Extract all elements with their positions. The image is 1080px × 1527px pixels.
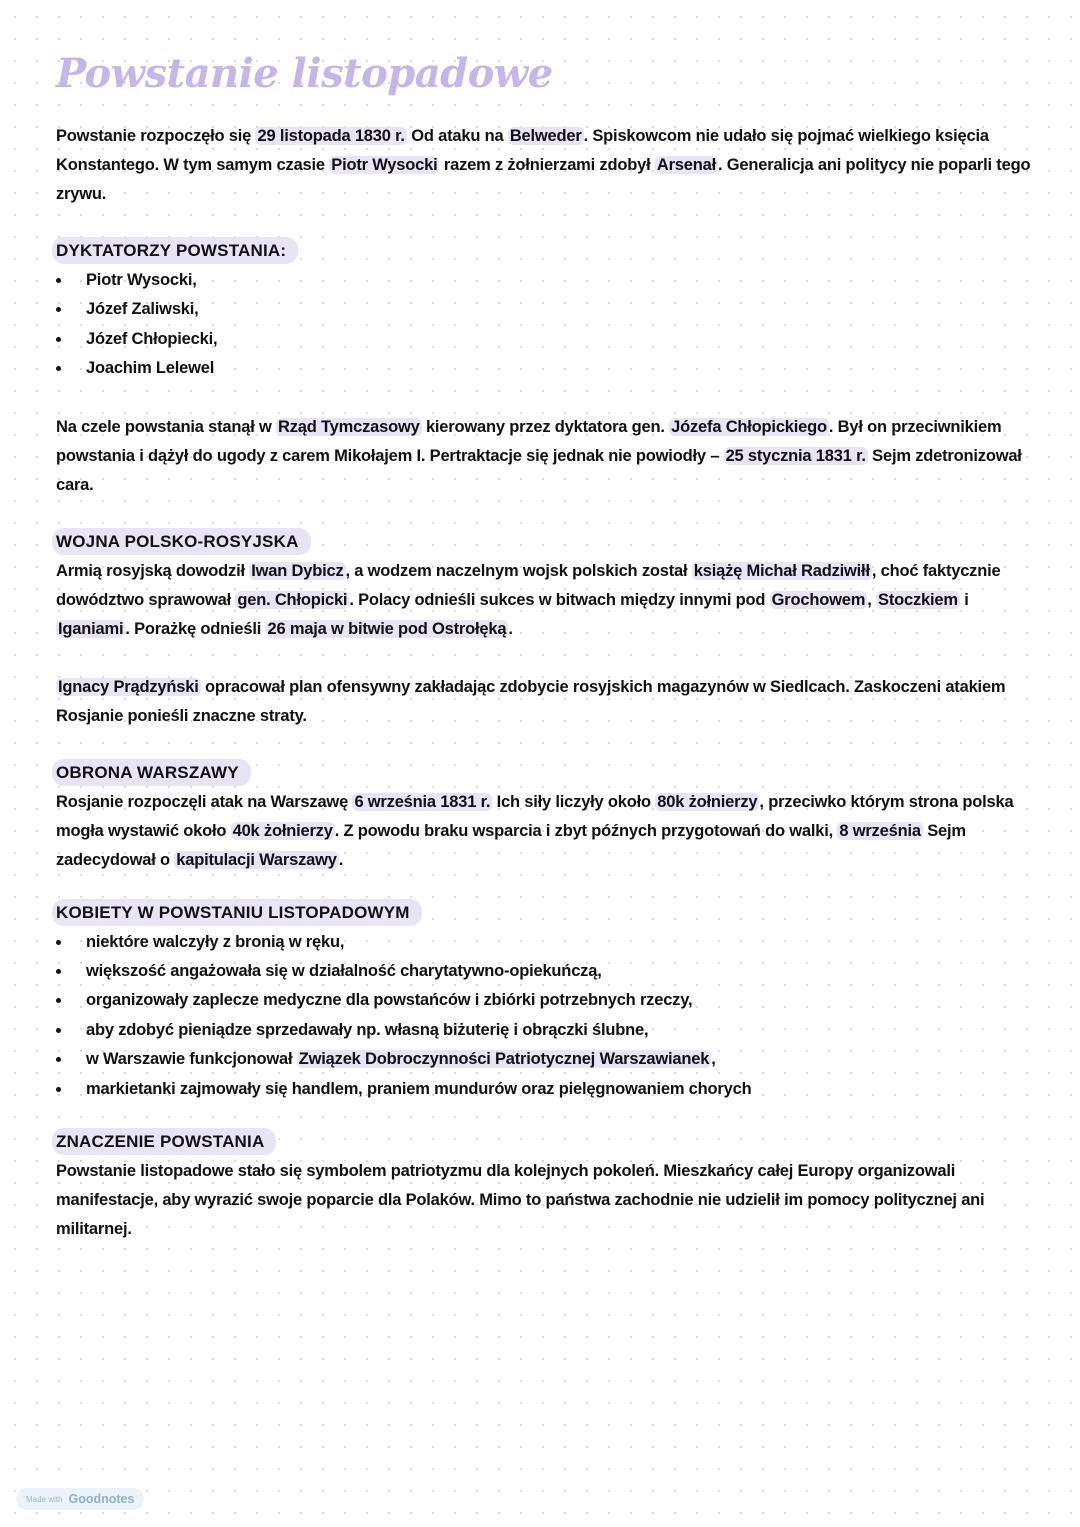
- list-item: [56, 928, 1036, 957]
- text-run: . Generalicja ani politycy nie poparli tego zrywu.: [56, 156, 1031, 203]
- highlighted-text: Rząd Tymczasowy: [277, 417, 420, 436]
- bullet-icon: [56, 998, 61, 1003]
- list-item: [56, 325, 1036, 354]
- text-run: ,: [867, 590, 877, 609]
- list-item: [56, 266, 1036, 295]
- highlighted-text: Grochowem: [771, 590, 866, 609]
- women-section: [56, 899, 1036, 1104]
- significance-section: [56, 1128, 1036, 1244]
- text-run: kierowany przez dyktatora gen.: [421, 417, 670, 436]
- dictators-section: [56, 237, 1036, 384]
- highlighted-text: 6 września 1831 r.: [354, 792, 491, 811]
- list-item: [56, 354, 1036, 383]
- war-paragraph-1: [56, 557, 1036, 644]
- page-title: Powstanie listopadowe: [56, 50, 553, 97]
- list-item: [56, 1016, 1036, 1045]
- highlighted-text: Arsenał: [656, 156, 716, 174]
- highlighted-text: 80k żołnierzy: [657, 792, 758, 811]
- list-item: [56, 986, 1036, 1015]
- badge-made-with: Made with: [26, 1494, 63, 1504]
- warsaw-paragraph: [56, 788, 1036, 875]
- highlighted-text: Iganiami: [58, 619, 124, 638]
- highlighted-text: Związek Dobroczynności Patriotycznej Warszawianek: [298, 1050, 710, 1069]
- intro-paragraph: [56, 122, 1036, 209]
- text-run: , choć faktycznie dowództwo sprawował: [56, 561, 1001, 609]
- text-run: Armią rosyjską dowodził: [56, 561, 250, 580]
- section-heading-women: KOBIETY W POWSTANIU LISTOPADOWYM: [52, 899, 422, 926]
- highlighted-text: 29 listopada 1830 r.: [257, 127, 405, 145]
- section-heading-dictators: DYKTATORZY POWSTANIA:: [52, 237, 298, 264]
- highlighted-text: 25 stycznia 1831 r.: [725, 446, 866, 465]
- highlighted-text: Józefa Chłopickiego: [671, 417, 827, 436]
- bullet-icon: [56, 366, 61, 371]
- list-item: [56, 1075, 1036, 1104]
- list-item: [56, 957, 1036, 986]
- section-heading-warsaw: OBRONA WARSZAWY: [52, 759, 251, 786]
- text-run: Na czele powstania stanął w: [56, 417, 276, 436]
- text-run: Powstanie listopadowe stało się symbolem patriotyzmu dla kolejnych pokoleń. Mieszkańcy całej Europy organizowali manifestacje, aby wyrazić swoje poparcie dla Polaków. Mimo to państwa zachodnie nie udzielił im pomocy politycznej ani militarnej.: [56, 1162, 985, 1239]
- bullet-icon: [56, 969, 61, 974]
- text-run: . Spiskowcom nie udało się pojmać wielkiego księcia Konstantego. W tym samym czasie: [56, 127, 989, 174]
- list-item-label: Józef Zaliwski,: [86, 300, 199, 319]
- highlighted-text: 40k żołnierzy: [232, 821, 333, 840]
- text-run: ,: [711, 1050, 716, 1069]
- bullet-icon: [56, 1087, 61, 1092]
- text-run: w Warszawie funkcjonował: [86, 1050, 297, 1069]
- note-page: [56, 48, 1036, 1244]
- text-run: opracował plan ofensywny zakładając zdobycie rosyjskich magazynów w Siedlcach. Zaskoczeni atakiem Rosjanie ponieśli znaczne straty.: [56, 677, 1006, 725]
- text-run: . Z powodu braku wsparcia i zbyt późnych przygotowań do walki,: [334, 821, 838, 840]
- text-run: Ich siły liczyły około: [492, 792, 656, 811]
- women-list: [56, 928, 1036, 1104]
- highlighted-text: kapitulacji Warszawy: [176, 850, 337, 869]
- text-run: Rosjanie rozpoczęli atak na Warszawę: [56, 792, 353, 811]
- war-paragraph-2: [56, 673, 1036, 731]
- text-run: Powstanie rozpoczęło się: [56, 127, 256, 145]
- text-run: organizowały zaplecze medyczne dla powstańców i zbiórki potrzebnych rzeczy,: [86, 991, 693, 1010]
- text-run: większość angażowała się w działalność charytatywno-opiekuńczą,: [86, 962, 602, 981]
- list-item-label: Józef Chłopiecki,: [86, 329, 218, 348]
- text-run: Od ataku na: [406, 127, 508, 145]
- text-run: . Polacy odnieśli sukces w bitwach między innymi pod: [349, 590, 770, 609]
- dictators-list: [56, 266, 1036, 384]
- section-heading-war: WOJNA POLSKO-ROSYJSKA: [52, 528, 311, 555]
- bullet-icon: [56, 337, 61, 342]
- list-item-label: Piotr Wysocki,: [86, 271, 197, 289]
- text-run: i: [959, 590, 969, 609]
- highlighted-text: Ignacy Prądzyński: [58, 677, 199, 696]
- text-run: .: [338, 850, 344, 869]
- text-run: aby zdobyć pieniądze sprzedawały np. własną biżuterię i obrączki ślubne,: [86, 1020, 649, 1039]
- highlighted-text: Belweder: [509, 127, 582, 145]
- section-heading-significance: ZNACZENIE POWSTANIA: [52, 1128, 276, 1155]
- bullet-icon: [56, 1028, 61, 1033]
- text-run: markietanki zajmowały się handlem, praniem mundurów oraz pielęgnowaniem chorych: [86, 1079, 752, 1098]
- warsaw-section: [56, 759, 1036, 875]
- text-run: Sejm zadecydował o: [56, 821, 966, 869]
- goodnotes-logo: Goodnotes: [68, 1492, 135, 1506]
- text-run: . Porażkę odnieśli: [125, 619, 266, 638]
- highlighted-text: 26 maja w bitwie pod Ostrołęką: [267, 619, 507, 638]
- list-item: [56, 295, 1036, 324]
- text-run: Sejm zdetronizował cara.: [56, 446, 1022, 494]
- government-paragraph: [56, 413, 1036, 500]
- highlighted-text: gen. Chłopicki: [237, 590, 348, 609]
- significance-paragraph: [56, 1157, 1036, 1244]
- war-section: [56, 528, 1036, 731]
- bullet-icon: [56, 278, 61, 283]
- highlighted-text: książę Michał Radziwiłł: [693, 561, 870, 580]
- bullet-icon: [56, 307, 61, 312]
- highlighted-text: Iwan Dybicz: [251, 561, 344, 580]
- list-item-label: Joachim Lelewel: [86, 359, 215, 378]
- text-run: razem z żołnierzami zdobył: [439, 156, 655, 174]
- list-item: [56, 1045, 1036, 1074]
- highlighted-text: 8 września: [839, 821, 921, 840]
- text-run: niektóre walczyły z bronią w ręku,: [86, 932, 345, 951]
- text-run: , a wodzem naczelnym wojsk polskich został: [345, 561, 692, 580]
- highlighted-text: Piotr Wysocki: [331, 156, 438, 174]
- goodnotes-badge: [16, 1488, 144, 1510]
- bullet-icon: [56, 940, 61, 945]
- text-run: .: [508, 619, 513, 638]
- text-run: , przeciwko którym strona polska mogła wystawić około: [56, 792, 1014, 840]
- bullet-icon: [56, 1057, 61, 1062]
- highlighted-text: Stoczkiem: [878, 590, 958, 609]
- text-run: . Był on przeciwnikiem powstania i dążył do ugody z carem Mikołajem I. Pertraktacje się jednak nie powiodły –: [56, 417, 1002, 465]
